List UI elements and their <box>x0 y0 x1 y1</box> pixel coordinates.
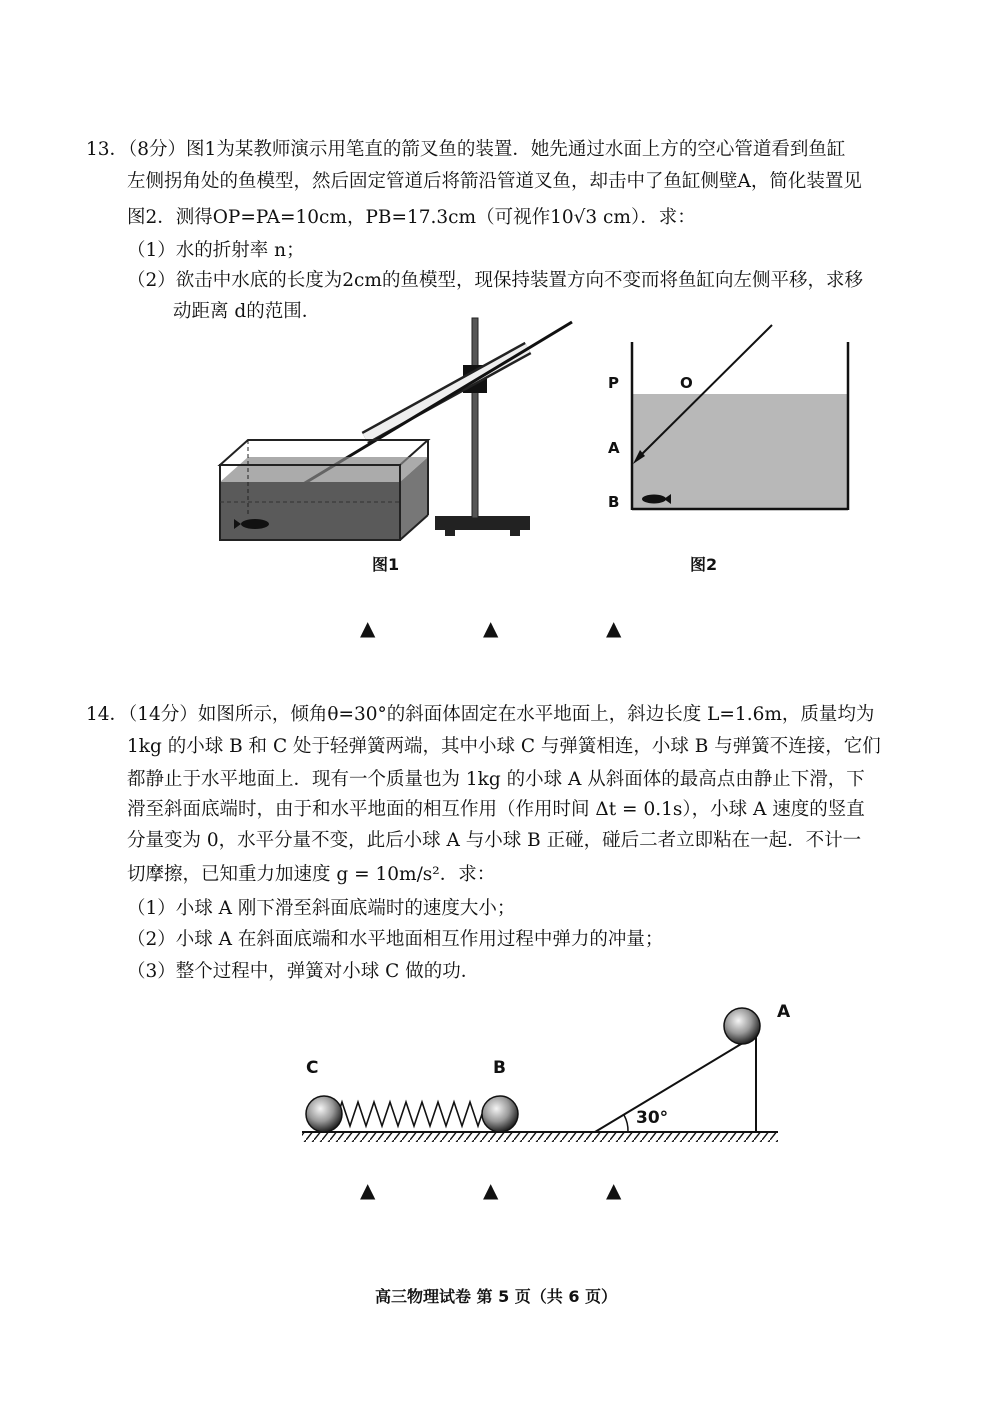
answer-marker: ▲ <box>483 616 499 640</box>
q13-line-1: 13．（8分）图1为某教师演示用笔直的箭叉鱼的装置．她先通过水面上方的空心管道看到鱼缸 <box>86 139 846 160</box>
q14-line-2: 1kg 的小球 B 和 C 处于轻弹簧两端，其中小球 C 与弹簧相连，小球 B 与弹簧不连接，它们 <box>127 736 881 757</box>
q13-line-2: 左侧拐角处的鱼模型，然后固定管道后将箭沿管道叉鱼，却击中了鱼缸侧壁A，简化装置见 <box>127 171 862 192</box>
answer-marker: ▲ <box>483 1178 499 1202</box>
figure-1-caption: 图1 <box>372 555 400 574</box>
q14-line-1: 14．（14分）如图所示，倾角θ=30°的斜面体固定在水平地面上，斜边长度 L=1.6m，质量均为 <box>86 704 875 725</box>
q14-line-5: 分量变为 0，水平分量不变，此后小球 A 与小球 B 正碰，碰后二者立即粘在一起．不计一 <box>127 830 862 851</box>
ball-C <box>306 1096 342 1132</box>
incline <box>595 1035 756 1132</box>
fish-model <box>241 519 269 529</box>
q14-line-6: 切摩擦，已知重力加速度 g = 10m/s²．求： <box>127 864 496 885</box>
answer-marker: ▲ <box>606 616 622 640</box>
q13-sub-question-1: （1）水的折射率 n； <box>127 240 305 261</box>
ball-A <box>724 1008 760 1044</box>
page-footer: 高三物理试卷 第 5 页（共 6 页） <box>374 1287 618 1306</box>
figure-2-diagram <box>600 318 860 518</box>
q14-answer-markers <box>0 1180 992 1202</box>
q14-sub-question-3: （3）整个过程中，弹簧对小球 C 做的功． <box>127 961 480 982</box>
label-ball-A: A <box>777 1002 791 1022</box>
q13-sub-question-2b: 动距离 d的范围． <box>173 301 321 322</box>
stand-pole <box>472 318 478 518</box>
figure-1-apparatus <box>210 310 590 545</box>
q14-line-4: 滑至斜面底端时，由于和水平地面的相互作用（作用时间 Δt = 0.1s），小球 A 速度的竖直 <box>127 799 865 820</box>
q14-line-3: 都静止于水平地面上．现有一个质量也为 1kg 的小球 A 从斜面体的最高点由静止下滑，下 <box>127 769 865 790</box>
stand-base <box>435 516 530 530</box>
answer-marker: ▲ <box>360 616 376 640</box>
figure-2-caption: 图2 <box>690 555 718 574</box>
figure-q14-incline <box>290 990 800 1155</box>
label-P: P <box>608 374 619 392</box>
answer-marker: ▲ <box>606 1178 622 1202</box>
fish-model-2 <box>642 495 666 504</box>
q14-sub-question-1: （1）小球 A 刚下滑至斜面底端时的速度大小； <box>127 898 516 919</box>
ground-hatch <box>302 1133 778 1142</box>
label-O: O <box>680 374 693 392</box>
label-ball-B: B <box>493 1058 506 1078</box>
water-region <box>632 394 848 508</box>
label-A: A <box>608 439 620 457</box>
ball-B <box>482 1096 518 1132</box>
angle-label: 30° <box>636 1108 669 1128</box>
q13-sub-question-2a: （2）欲击中水底的长度为2cm的鱼模型，现保持装置方向不变而将鱼缸向左侧平移，求移 <box>127 270 863 291</box>
label-B: B <box>608 493 620 511</box>
spring <box>338 1102 482 1126</box>
label-ball-C: C <box>306 1058 319 1078</box>
answer-marker: ▲ <box>360 1178 376 1202</box>
q13-answer-markers <box>0 618 992 640</box>
q14-sub-question-2: （2）小球 A 在斜面底端和水平地面相互作用过程中弹力的冲量； <box>127 929 664 950</box>
q13-line-3: 图2．测得OP=PA=10cm，PB=17.3cm（可视作10√3 cm）．求： <box>127 207 696 228</box>
fish-tank-water <box>220 482 400 540</box>
